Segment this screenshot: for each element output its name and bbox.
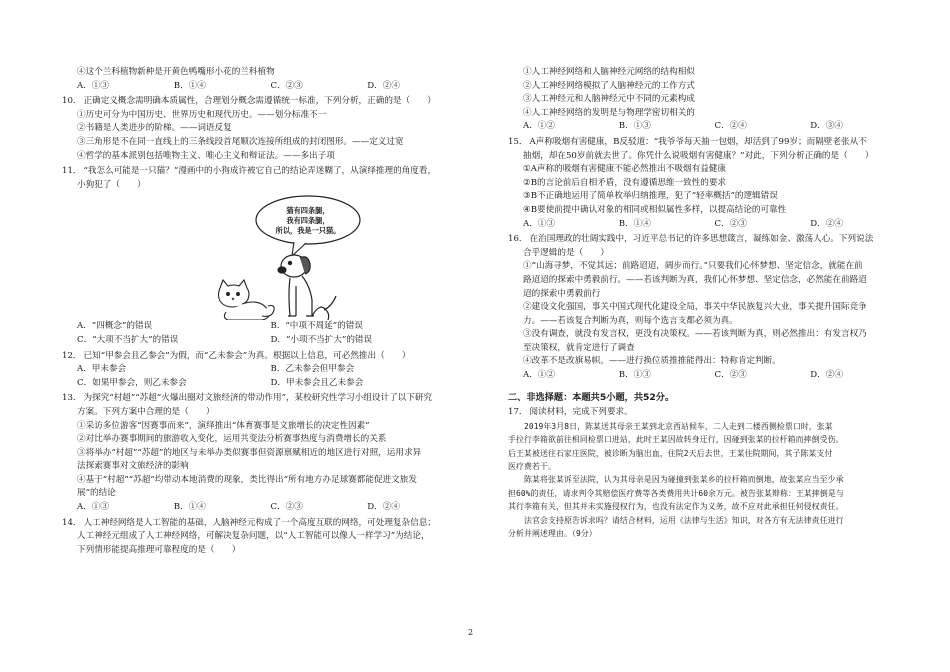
passage-2-line-2: 担60%的责任，请求判令其赔偿医疗费等各类费用共计60余万元。被告张某辩称：王某摔倒是与	[508, 488, 844, 498]
passage-2-line-4: 法官会支持原告诉求吗？请结合材料，运用《法律与生活》知识，对各方有无法律责任进行	[524, 515, 844, 525]
q12-option-a[interactable]: A．甲未参会	[77, 364, 127, 375]
question-17	[508, 406, 906, 540]
question-15	[508, 136, 906, 231]
q14-options	[508, 120, 906, 134]
q12-options-row-2	[62, 377, 464, 391]
q14-statement-4: ④人工神经网络的发明是与物理学密切相关的	[523, 107, 695, 118]
question-14-continued	[508, 66, 906, 134]
q9-option-b[interactable]: B．①④	[173, 80, 206, 91]
q15-statement-3: ③B不正确地运用了简单枚举归纳推理，犯了“轻率概括”的逻辑错误	[523, 191, 778, 202]
q13-option-d[interactable]: D．②④	[367, 502, 400, 513]
q10-stem: 正确定义概念需明确本质属性，合理划分概念需遵循统一标准，下列分析，正确的是（ ）	[83, 96, 436, 107]
q14-option-d[interactable]: D．③④	[810, 121, 843, 132]
q17-stem: 阅读材料，完成下列要求。	[529, 407, 633, 418]
q11-option-c[interactable]: C．“大项不当扩大”的错误	[77, 334, 179, 345]
cat-drawing	[219, 280, 275, 320]
bubble-line-1: 猫有四条腿，	[286, 206, 330, 216]
q16-statement-1-cont-1: 路迢迢的探索中勇毅前行。——若该判断为真，我们心怀梦想、坚定信念，必然能在前路迢	[523, 274, 867, 285]
q11-options-row-2	[62, 334, 464, 348]
passage-2-line-3: 其行李箱有关，但其并未实施侵权行为，也没有法定作为义务，故不应对此承担任何侵权责任。	[508, 502, 844, 512]
q16-statement-2-cont: 力。——若该复合判断为真，则每个选言支都必须为真。	[523, 315, 738, 326]
q10-statement-2: ②书籍是人类进步的阶梯。——词语反复	[77, 123, 232, 134]
q16-statement-2: ②建设文化强国，事关中国式现代化建设全局，事关中华民族复兴大业，事关提升国际竞争	[523, 302, 867, 313]
q15-stem-line-1: A声称吸烟有害健康，B反驳道：“我爷爷每天抽一包烟，却活到了99岁；而隔壁老张从不	[529, 136, 867, 147]
q13-statement-1: ①采访多位游客“因赛事而来”，演绎推出“体育赛事是文旅增长的决定性因素”	[77, 420, 370, 431]
question-11	[62, 165, 464, 347]
q16-statement-3: ③没有调查，就没有发言权，更没有决策权。——若该判断为真，则必然推出：有发言权乃	[523, 329, 867, 340]
left-column	[62, 66, 464, 559]
q16-options	[508, 369, 906, 383]
q13-statement-4-cont: 展”的结论	[77, 488, 116, 499]
q11-option-d[interactable]: D．“小项不当扩大”的错误	[270, 334, 373, 345]
question-13	[62, 392, 464, 514]
q13-stem-line-1: 为探究“村超”“苏超”火爆出圈对文旅经济的带动作用”，某校研究性学习小组设计了以下研究	[83, 393, 433, 404]
page-number: 2	[468, 628, 474, 637]
q15-option-d[interactable]: D．②④	[810, 218, 843, 229]
q14-statement-3: ③人工神经元和人脑神经元中不同的元素构成	[523, 94, 695, 105]
q12-stem: 已知“甲参会且乙参会”为假，而“乙未参会”为真。根据以上信息，可必然推出（ ）	[83, 350, 411, 361]
speech-bubble-tail	[292, 242, 306, 256]
q13-statement-3-cont: 法探索赛事对文旅经济的影响	[77, 461, 189, 472]
q13-statement-3: ③将举办“村超”“苏超”的地区与未举办类似赛事但资源禀赋相近的地区进行对照，运用求异	[77, 447, 422, 458]
q9-option-c[interactable]: C．②③	[270, 80, 303, 91]
q10-statement-4: ④哲学的基本派别包括唯物主义、唯心主义和辩证法。——多出子项	[77, 150, 335, 161]
q17-number: 17．	[508, 407, 528, 418]
q16-option-c[interactable]: C．②③	[714, 370, 747, 381]
q16-statement-1: ①“山海寻梦，不觉其远；前路迢迢，阔步而行。”只要我们心怀梦想、坚定信念，就能在前	[523, 261, 863, 272]
q13-option-a[interactable]: A．①③	[77, 502, 109, 513]
bubble-line-3: 所以，我是一只猫。	[275, 225, 341, 235]
q13-statement-4: ④基于“村超”“苏超”均带动本地消费的现象，类比得出“所有地方办足球赛都能促进文旅发	[77, 474, 417, 485]
q10-statement-1: ①历史可分为中国历史、世界历史和现代历史。——划分标准不一	[77, 109, 327, 120]
q9-option-d[interactable]: D．②④	[367, 80, 400, 91]
passage-1-line-2: 手拉行李箱欲前往相同检票口进站，此时王某因故转身迂行，因碰到张某的拉杆箱而摔倒受伤。	[508, 435, 844, 445]
q13-option-b[interactable]: B．①④	[173, 502, 206, 513]
q16-option-d[interactable]: D．②④	[810, 370, 843, 381]
q14-stem-line-2: 人工神经元组成了人工神经网络，可解决复杂问题，以“人工智能可以像人一样学习”为结论，	[77, 531, 430, 542]
q14-statement-2: ②人工神经网络模拟了人脑神经元的工作方式	[523, 80, 695, 91]
question-16	[508, 233, 906, 383]
q12-number: 12．	[62, 350, 82, 361]
passage-2-line-5: 分析并阐述理由。（9分）	[508, 529, 597, 539]
q16-statement-1-cont-2: 迢的探索中勇毅前行	[523, 288, 601, 299]
q13-option-c[interactable]: C．②③	[270, 502, 303, 513]
cartoon-illustration	[62, 192, 462, 320]
passage-2-line-1: 陈某将张某诉至法院，认为其母亲是因为碰撞到张某乡的拉杆箱而倒地，故张某应当至少承	[524, 475, 844, 485]
q15-stem-line-2: 抽烟，却在50岁前就去世了。你凭什么说吸烟有害健康？”对此，下列分析正确的是（ ）	[523, 150, 874, 161]
q16-statement-3-cont: 至决策权，就肯定进行了调查	[523, 342, 635, 353]
q13-number: 13．	[62, 393, 82, 404]
q15-option-a[interactable]: A．①③	[523, 218, 555, 229]
q16-statement-4: ④改革不是改旗易帜。——进行换位质推推能得出：特称肯定判断。	[523, 356, 781, 367]
q12-option-b[interactable]: B．乙未参会但甲参会	[270, 364, 355, 375]
q15-option-c[interactable]: C．②③	[714, 218, 747, 229]
q14-number: 14．	[62, 517, 82, 528]
q14-stem-line-3: 下列情形能提高推理可靠程度的是（ ）	[77, 544, 241, 555]
q11-number: 11．	[62, 166, 82, 177]
q16-option-b[interactable]: B．①③	[618, 370, 651, 381]
q16-stem-line-2: 合乎逻辑的是（ ）	[523, 247, 609, 258]
dog-drawing	[278, 255, 336, 320]
q15-statement-1: ①A声称的吸烟有害健康不能必然推出不吸烟有益健康	[523, 164, 726, 175]
question-12	[62, 350, 464, 391]
q12-option-d[interactable]: D．甲未参会且乙未参会	[270, 377, 364, 388]
q17-passage-2	[508, 473, 906, 540]
q9-statement-4: ④这个兰科植物新种是开黄色鸭嘴形小花的兰科植物	[77, 67, 275, 77]
q12-option-c[interactable]: C．如果甲参会，则乙未参会	[77, 377, 187, 388]
q15-option-b[interactable]: B．①④	[618, 218, 651, 229]
q15-statement-4: ④B要使前提中确认对象的相同或相似属性多样，以提高结论的可靠性	[523, 204, 787, 215]
q16-stem-line-1: 在治国理政的壮阔实践中，习近平总书记的许多思想箴言，凝练如金、激荡人心。下列说法	[529, 234, 874, 245]
cartoon-dog-cat	[62, 192, 462, 320]
q16-number: 16．	[508, 234, 528, 245]
q11-options-row-1	[62, 320, 464, 334]
q11-stem-line-1: “我怎么可能是一只猫？”漫画中的小狗成许被它自己的结论弄迷糊了，从演绎推理的角度看，	[83, 166, 437, 177]
q11-stem-line-2: 小狗犯了（ ）	[77, 179, 146, 190]
q12-options-row-1	[62, 363, 464, 377]
speech-bubble-text	[265, 206, 351, 235]
q10-number: 10．	[62, 96, 82, 107]
q17-passage-1	[508, 420, 906, 474]
q14-stem-line-1: 人工神经网络是人工智能的基础，人脑神经元构成了一个高度互联的网络，可处理复杂信息；	[83, 517, 436, 528]
q14-statement-1: ①人工神经网络和人脑神经元网络的结构相似	[523, 67, 695, 77]
passage-1-line-4: 医疗费若干。	[508, 462, 556, 472]
q9-options	[62, 80, 464, 94]
right-column	[508, 66, 906, 543]
q9-option-a[interactable]: A．①③	[77, 80, 109, 91]
q13-stem-line-2: 方案。下列方案中合理的是（ ）	[77, 406, 215, 417]
q15-statement-2: ②B的言论前后自相矛盾，没有遵循思维一致性的要求	[523, 177, 727, 188]
passage-1-line-3: 后王某被送往石家庄医院，被诊断为脑出血，住院2天后去世，王某住院期间，其子陈某支付	[508, 448, 833, 458]
bubble-line-2: 我有四条腿，	[286, 215, 330, 225]
q13-statement-2: ②对比举办赛事期间的旅游收入变化，运用共变法分析赛事热度与消费增长的关系	[77, 434, 387, 445]
question-10	[62, 95, 464, 163]
q13-options	[62, 501, 464, 515]
question-9-tail	[62, 66, 464, 93]
q10-statement-3: ③三角形是不在同一直线上的三条线段首尾顺次连接所组成的封闭图形。——定义过宽	[77, 136, 404, 147]
q14-option-b[interactable]: B．①③	[618, 121, 651, 132]
q16-option-a[interactable]: A．①②	[523, 370, 555, 381]
q11-option-b[interactable]: B．“中项不周延”的错误	[270, 321, 363, 332]
section-2-title: 二、非选择题：本题共5小题，共52分。	[508, 391, 675, 403]
q11-option-a[interactable]: A．“四概念”的错误	[77, 321, 153, 332]
q14-option-a[interactable]: A．①②	[523, 121, 555, 132]
passage-1-line-1: 2019年3月8日，陈某送其母亲王某到北京西站候车，二人走到二楼西侧检票口时，张某	[524, 421, 833, 431]
q15-options	[508, 218, 906, 232]
q14-option-c[interactable]: C．②④	[714, 121, 747, 132]
question-14	[62, 517, 464, 558]
q15-number: 15．	[508, 136, 528, 147]
